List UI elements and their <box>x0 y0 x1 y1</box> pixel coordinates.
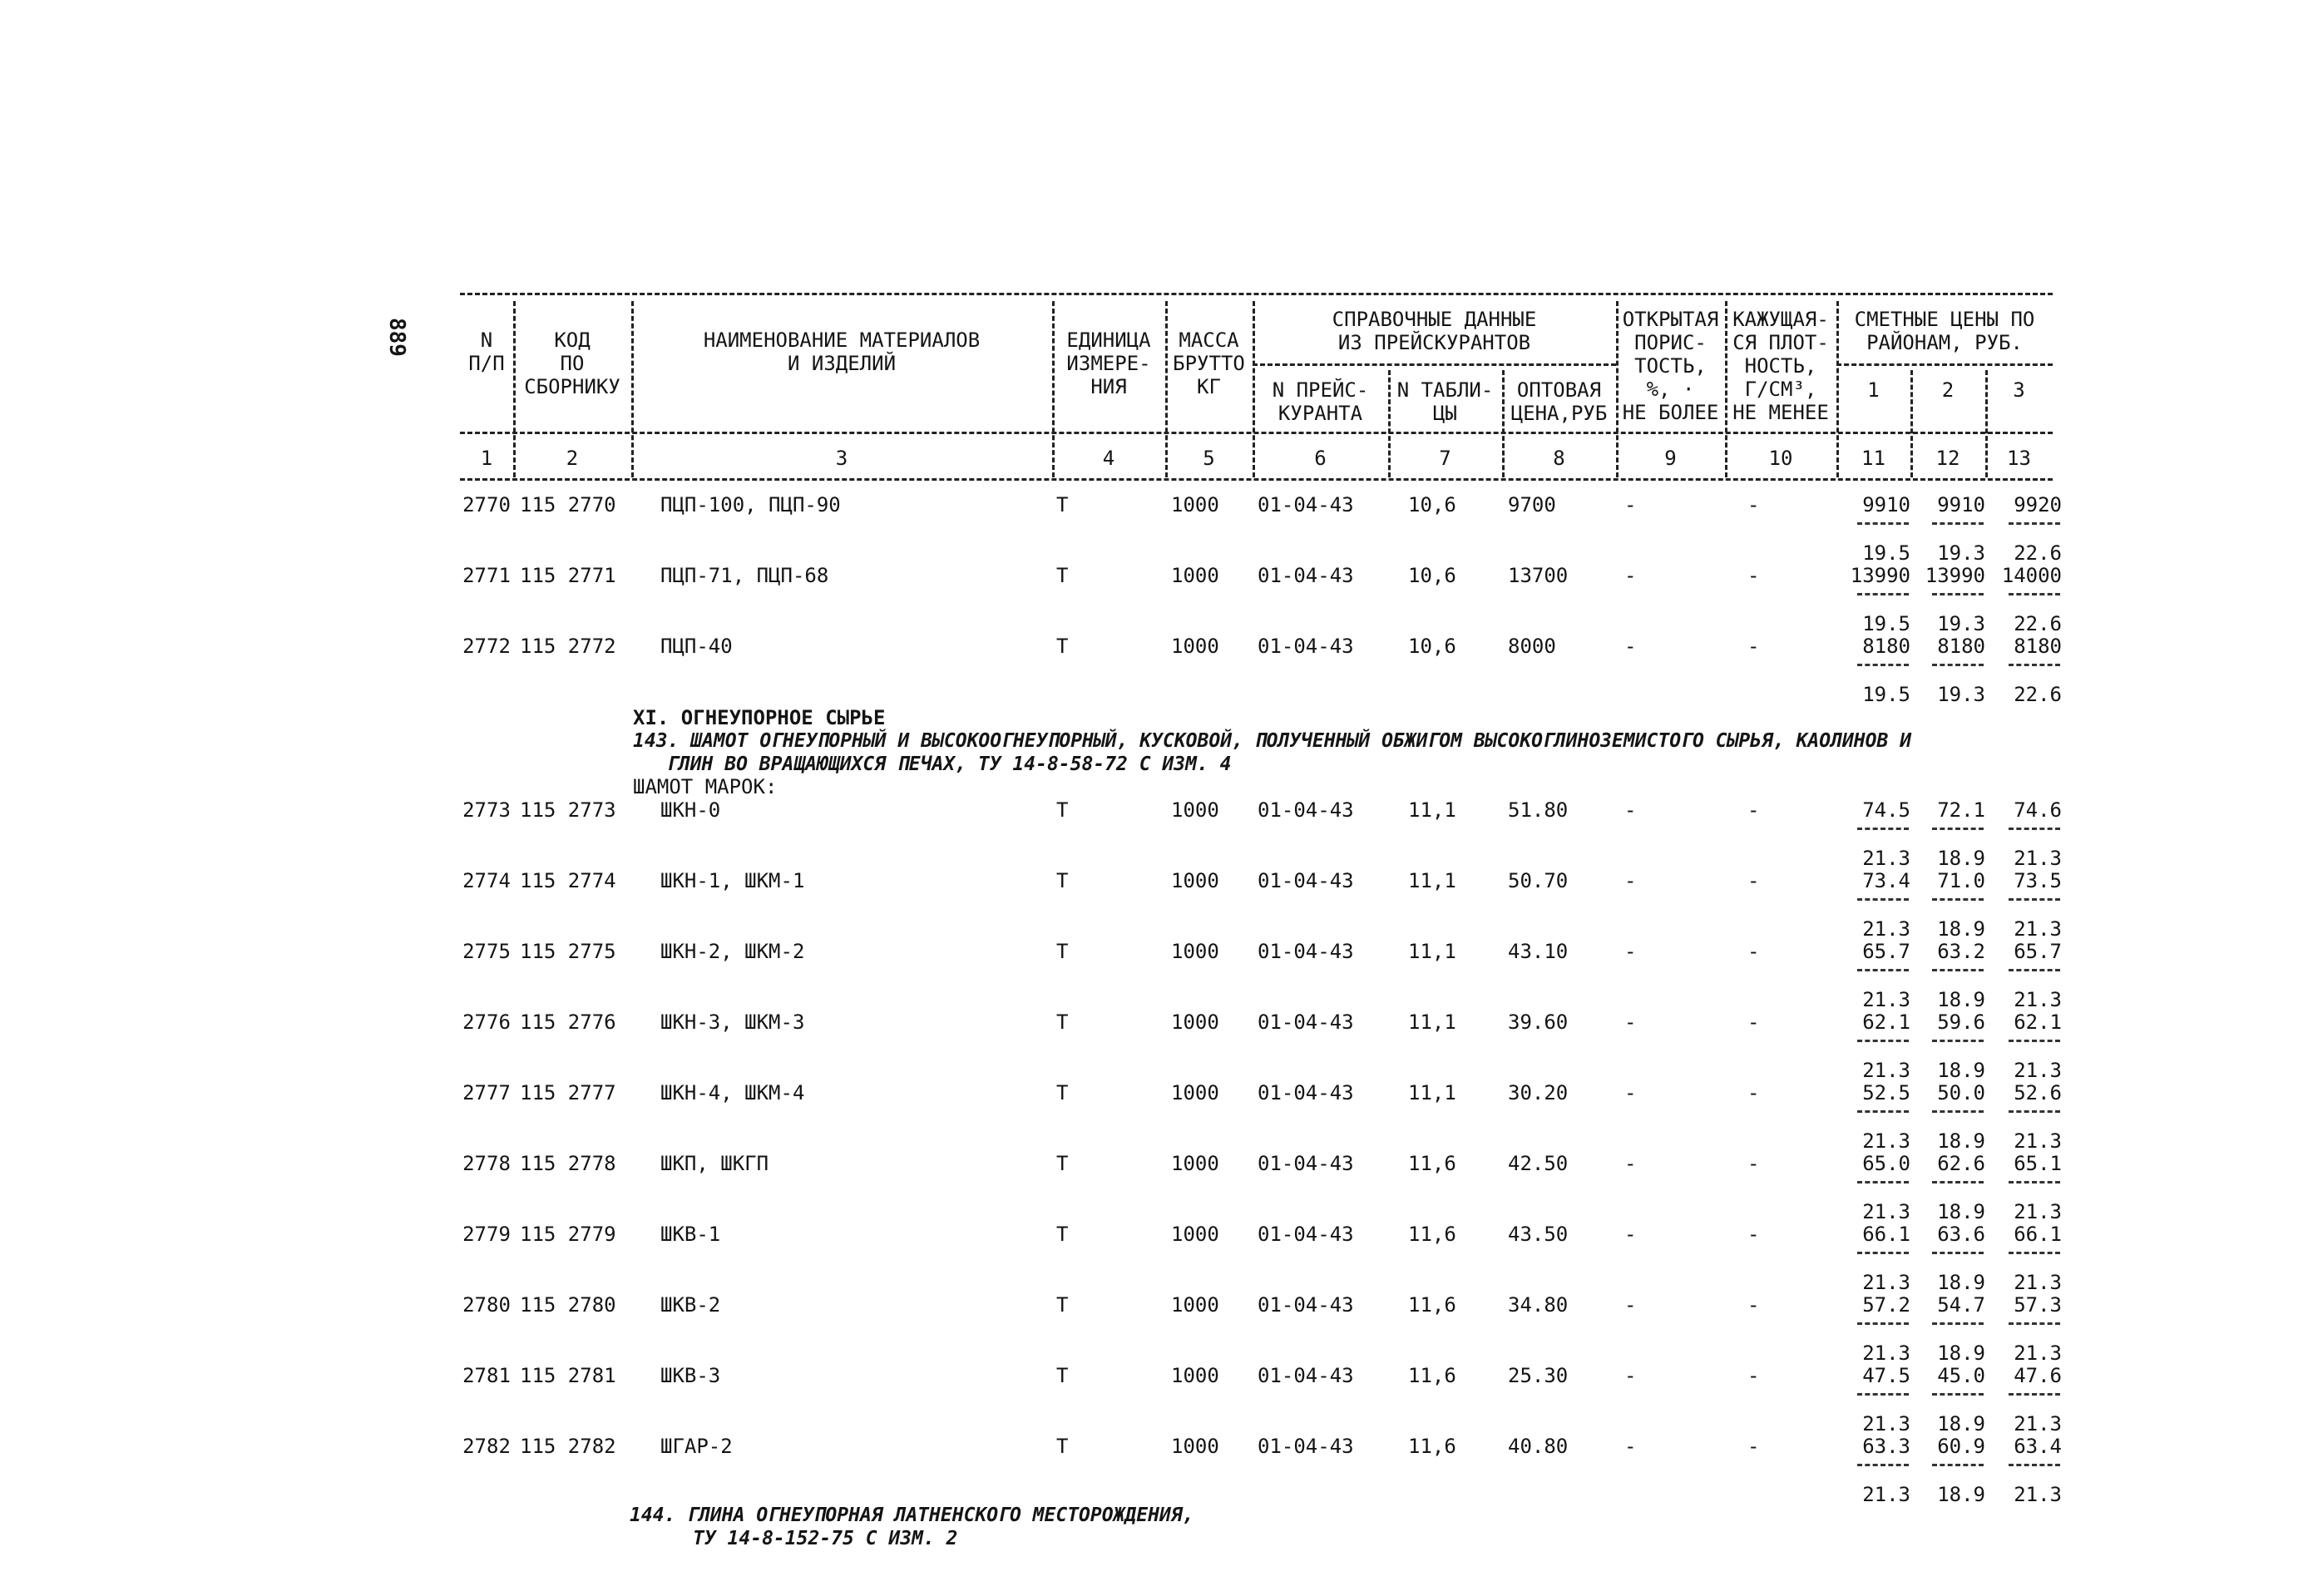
price-underline <box>1857 593 1909 595</box>
cell-mass: 1000 <box>1171 1081 1219 1104</box>
cell-por: - <box>1624 493 1637 516</box>
cell-p1: 8180 <box>1862 635 1910 658</box>
cell-p1: 47.5 <box>1862 1364 1910 1387</box>
cell-p3: 62.1 <box>2014 1010 2062 1034</box>
cell-mass: 1000 <box>1171 1435 1219 1458</box>
cell-mass: 1000 <box>1171 798 1219 822</box>
column-number: 11 <box>1861 447 1885 470</box>
group-144-line1: 144. ГЛИНА ОГНЕУПОРНАЯ ЛАТНЕНСКОГО МЕСТОРОЖДЕНИЯ, <box>630 1505 1194 1526</box>
cell-s1: 21.3 <box>1862 917 1910 941</box>
header-group-ref: СПРАВОЧНЫЕ ДАННЫЕ ИЗ ПРЕЙСКУРАНТОВ <box>1332 308 1537 354</box>
cell-price: 9700 <box>1508 493 1556 516</box>
subgroup-label: ШАМОТ МАРОК: <box>633 775 778 798</box>
cell-n: 2773 <box>462 798 511 822</box>
cell-dens: - <box>1747 869 1760 892</box>
cell-mass: 1000 <box>1171 1010 1219 1034</box>
price-underline <box>1932 1040 1984 1042</box>
column-number: 9 <box>1664 447 1677 470</box>
cell-unit: Т <box>1056 798 1069 822</box>
cell-dens: - <box>1747 1081 1760 1104</box>
cell-s2: 18.9 <box>1937 1059 1985 1082</box>
cell-unit: Т <box>1056 564 1069 587</box>
cell-tab: 11,6 <box>1408 1293 1456 1317</box>
price-underline <box>1857 1393 1909 1396</box>
price-underline <box>2009 1322 2060 1325</box>
cell-mass: 1000 <box>1171 940 1219 963</box>
cell-s2: 19.3 <box>1937 683 1985 706</box>
cell-code: 115 2780 <box>520 1293 616 1317</box>
cell-price: 51.80 <box>1508 798 1569 822</box>
price-underline <box>1857 1110 1909 1113</box>
cell-name: ШКВ-3 <box>660 1364 721 1387</box>
cell-s3: 21.3 <box>2014 988 2062 1011</box>
cell-p2: 72.1 <box>1937 798 1985 822</box>
cell-code: 115 2771 <box>520 564 616 587</box>
cell-tab: 10,6 <box>1408 493 1456 516</box>
cell-code: 115 2776 <box>520 1010 616 1034</box>
price-underline <box>2009 828 2060 830</box>
cell-price: 30.20 <box>1508 1081 1569 1104</box>
header-group-prices: СМЕТНЫЕ ЦЕНЫ ПО РАЙОНАМ, РУБ. <box>1854 308 2035 354</box>
cell-s3: 21.3 <box>2014 1271 2062 1294</box>
cell-mass: 1000 <box>1171 1152 1219 1175</box>
cell-price: 42.50 <box>1508 1152 1569 1175</box>
cell-p2: 50.0 <box>1937 1081 1985 1104</box>
cell-por: - <box>1624 1081 1637 1104</box>
header-group-rule-ref <box>1253 363 1616 366</box>
cell-dens: - <box>1747 940 1760 963</box>
cell-p3: 57.3 <box>2014 1293 2062 1317</box>
cell-s3: 21.3 <box>2014 917 2062 941</box>
cell-pk: 01-04-43 <box>1258 564 1354 587</box>
cell-p1: 57.2 <box>1862 1293 1910 1317</box>
cell-p3: 65.7 <box>2014 940 2062 963</box>
cell-por: - <box>1624 869 1637 892</box>
cell-pk: 01-04-43 <box>1258 869 1354 892</box>
cell-p1: 65.0 <box>1862 1152 1910 1175</box>
cell-s2: 18.9 <box>1937 1342 1985 1365</box>
cell-code: 115 2774 <box>520 869 616 892</box>
header-porosity: ОТКРЫТАЯ ПОРИС- ТОСТЬ, %, · НЕ БОЛЕЕ <box>1622 308 1719 424</box>
cell-p1: 63.3 <box>1862 1435 1910 1458</box>
cell-s2: 18.9 <box>1937 1271 1985 1294</box>
cell-por: - <box>1624 1152 1637 1175</box>
cell-mass: 1000 <box>1171 635 1219 658</box>
cell-tab: 11,6 <box>1408 1435 1456 1458</box>
cell-unit: Т <box>1056 635 1069 658</box>
column-number: 13 <box>2007 447 2031 470</box>
price-underline <box>2009 1040 2060 1042</box>
column-number: 6 <box>1314 447 1327 470</box>
cell-code: 115 2781 <box>520 1364 616 1387</box>
price-underline <box>2009 1110 2060 1113</box>
colnum-bottom-rule <box>460 478 2053 481</box>
cell-n: 2772 <box>462 635 511 658</box>
cell-p3: 47.6 <box>2014 1364 2062 1387</box>
cell-p2: 9910 <box>1937 493 1985 516</box>
cell-por: - <box>1624 798 1637 822</box>
cell-name: ШКН-1, ШКМ-1 <box>660 869 805 892</box>
cell-p1: 62.1 <box>1862 1010 1910 1034</box>
cell-tab: 11,1 <box>1408 798 1456 822</box>
cell-s2: 18.9 <box>1937 847 1985 870</box>
cell-unit: Т <box>1056 940 1069 963</box>
column-number: 1 <box>480 447 493 470</box>
cell-s2: 18.9 <box>1937 1483 1985 1506</box>
cell-n: 2770 <box>462 493 511 516</box>
cell-p3: 66.1 <box>2014 1223 2062 1246</box>
cell-price: 8000 <box>1508 635 1556 658</box>
header-group-rule-prices <box>1836 363 2053 366</box>
cell-code: 115 2778 <box>520 1152 616 1175</box>
cell-por: - <box>1624 1435 1637 1458</box>
group-144-line2: ТУ 14-8-152-75 С ИЗМ. 2 <box>693 1528 958 1549</box>
cell-code: 115 2775 <box>520 940 616 963</box>
cell-mass: 1000 <box>1171 493 1219 516</box>
column-number: 5 <box>1203 447 1215 470</box>
cell-s3: 22.6 <box>2014 541 2062 565</box>
cell-dens: - <box>1747 798 1760 822</box>
price-underline <box>1932 898 1984 901</box>
header-name: НАИМЕНОВАНИЕ МАТЕРИАЛОВ И ИЗДЕЛИЙ <box>703 329 981 375</box>
cell-s3: 22.6 <box>2014 683 2062 706</box>
cell-tab: 11,6 <box>1408 1223 1456 1246</box>
column-number: 4 <box>1102 447 1115 470</box>
cell-n: 2780 <box>462 1293 511 1317</box>
cell-mass: 1000 <box>1171 1364 1219 1387</box>
column-number: 8 <box>1553 447 1565 470</box>
cell-s2: 18.9 <box>1937 917 1985 941</box>
price-underline <box>1932 1110 1984 1113</box>
header-n: N П/П <box>468 329 505 375</box>
price-underline <box>1857 969 1909 971</box>
cell-s3: 21.3 <box>2014 1129 2062 1153</box>
cell-unit: Т <box>1056 1010 1069 1034</box>
cell-s1: 21.3 <box>1862 1412 1910 1435</box>
cell-name: ШГАР-2 <box>660 1435 733 1458</box>
cell-p2: 8180 <box>1937 635 1985 658</box>
cell-s1: 21.3 <box>1862 1200 1910 1223</box>
cell-n: 2771 <box>462 564 511 587</box>
cell-price: 43.50 <box>1508 1223 1569 1246</box>
cell-pk: 01-04-43 <box>1258 1435 1354 1458</box>
price-underline <box>1857 664 1909 666</box>
cell-dens: - <box>1747 1010 1760 1034</box>
cell-s1: 19.5 <box>1862 683 1910 706</box>
cell-por: - <box>1624 1010 1637 1034</box>
header-pricelist: N ПРЕЙС- КУРАНТА <box>1272 378 1369 425</box>
cell-s1: 21.3 <box>1862 1271 1910 1294</box>
header-table: N ТАБЛИ- ЦЫ <box>1396 378 1494 425</box>
price-underline <box>1857 1322 1909 1325</box>
cell-n: 2782 <box>462 1435 511 1458</box>
cell-price: 25.30 <box>1508 1364 1569 1387</box>
cell-price: 43.10 <box>1508 940 1569 963</box>
column-number: 3 <box>835 447 848 470</box>
cell-pk: 01-04-43 <box>1258 1010 1354 1034</box>
cell-s3: 21.3 <box>2014 1059 2062 1082</box>
cell-dens: - <box>1747 1152 1760 1175</box>
price-underline <box>1932 593 1984 595</box>
cell-dens: - <box>1747 1364 1760 1387</box>
group-143-line2: ГЛИН ВО ВРАЩАЮЩИХСЯ ПЕЧАХ, ТУ 14-8-58-72 С ИЗМ. 4 <box>667 754 1232 775</box>
cell-pk: 01-04-43 <box>1258 1223 1354 1246</box>
price-underline <box>2009 522 2060 525</box>
cell-s3: 21.3 <box>2014 1342 2062 1365</box>
cell-p2: 71.0 <box>1937 869 1985 892</box>
price-underline <box>2009 664 2060 666</box>
page-number: 889 <box>384 318 409 357</box>
price-underline <box>2009 1393 2060 1396</box>
cell-por: - <box>1624 564 1637 587</box>
price-underline <box>2009 969 2060 971</box>
price-underline <box>1932 664 1984 666</box>
header-top-rule <box>460 293 2053 295</box>
cell-name: ШКН-4, ШКМ-4 <box>660 1081 805 1104</box>
cell-price: 13700 <box>1508 564 1569 587</box>
cell-por: - <box>1624 1293 1637 1317</box>
cell-unit: Т <box>1056 1435 1069 1458</box>
cell-dens: - <box>1747 564 1760 587</box>
cell-s1: 21.3 <box>1862 1483 1910 1506</box>
price-underline <box>1857 522 1909 525</box>
cell-name: ШКП, ШКГП <box>660 1152 769 1175</box>
cell-s1: 21.3 <box>1862 1129 1910 1153</box>
price-underline <box>2009 1464 2060 1466</box>
cell-p1: 74.5 <box>1862 798 1910 822</box>
cell-s3: 21.3 <box>2014 1200 2062 1223</box>
cell-pk: 01-04-43 <box>1258 1293 1354 1317</box>
cell-s2: 18.9 <box>1937 1129 1985 1153</box>
price-underline <box>2009 1181 2060 1183</box>
cell-tab: 11,1 <box>1408 1081 1456 1104</box>
cell-n: 2778 <box>462 1152 511 1175</box>
header-code: КОД ПО СБОРНИКУ <box>524 329 620 398</box>
price-underline <box>1932 1322 1984 1325</box>
price-underline <box>1857 1252 1909 1254</box>
cell-p3: 65.1 <box>2014 1152 2062 1175</box>
cell-unit: Т <box>1056 1364 1069 1387</box>
price-underline <box>1857 1464 1909 1466</box>
cell-dens: - <box>1747 635 1760 658</box>
cell-s1: 21.3 <box>1862 1342 1910 1365</box>
cell-name: ПЦП-71, ПЦП-68 <box>660 564 829 587</box>
cell-name: ШКН-3, ШКМ-3 <box>660 1010 805 1034</box>
cell-p2: 62.6 <box>1937 1152 1985 1175</box>
cell-unit: Т <box>1056 493 1069 516</box>
cell-tab: 11,1 <box>1408 1010 1456 1034</box>
cell-price: 40.80 <box>1508 1435 1569 1458</box>
price-underline <box>1932 1181 1984 1183</box>
cell-s2: 18.9 <box>1937 1412 1985 1435</box>
header-region-2: 2 <box>1941 378 1955 402</box>
cell-name: ПЦП-40 <box>660 635 733 658</box>
cell-s1: 21.3 <box>1862 1059 1910 1082</box>
cell-p2: 59.6 <box>1937 1010 1985 1034</box>
price-underline <box>2009 1252 2060 1254</box>
cell-name: ШКН-2, ШКМ-2 <box>660 940 805 963</box>
cell-code: 115 2777 <box>520 1081 616 1104</box>
cell-pk: 01-04-43 <box>1258 1081 1354 1104</box>
cell-n: 2774 <box>462 869 511 892</box>
group-143-line1: 143. ШАМОТ ОГНЕУПОРНЫЙ И ВЫСОКООГНЕУПОРНЫЙ, КУСКОВОЙ, ПОЛУЧЕННЫЙ ОБЖИГОМ ВЫСОКОГЛИНОЗЕМИСТОГО СЫРЬЯ, КАОЛИНОВ И <box>633 730 1912 752</box>
cell-code: 115 2782 <box>520 1435 616 1458</box>
cell-pk: 01-04-43 <box>1258 1364 1354 1387</box>
cell-tab: 11,1 <box>1408 869 1456 892</box>
cell-n: 2776 <box>462 1010 511 1034</box>
cell-name: ШКВ-2 <box>660 1293 721 1317</box>
header-wholesale-price: ОПТОВАЯ ЦЕНА,РУБ <box>1510 378 1608 425</box>
cell-por: - <box>1624 940 1637 963</box>
cell-por: - <box>1624 1223 1637 1246</box>
cell-p2: 54.7 <box>1937 1293 1985 1317</box>
column-number: 7 <box>1439 447 1451 470</box>
price-underline <box>1857 828 1909 830</box>
header-density: КАЖУЩАЯ- СЯ ПЛОТ- НОСТЬ, Г/СМ³, НЕ МЕНЕЕ <box>1732 308 1829 424</box>
price-underline <box>1857 898 1909 901</box>
cell-s2: 19.3 <box>1937 541 1985 565</box>
cell-dens: - <box>1747 1223 1760 1246</box>
cell-tab: 10,6 <box>1408 635 1456 658</box>
header-mass: МАССА БРУТТО КГ <box>1173 329 1245 398</box>
price-underline <box>1932 1464 1984 1466</box>
cell-mass: 1000 <box>1171 869 1219 892</box>
cell-p2: 63.2 <box>1937 940 1985 963</box>
price-underline <box>1932 522 1984 525</box>
cell-p1: 73.4 <box>1862 869 1910 892</box>
column-number: 10 <box>1768 447 1793 470</box>
cell-por: - <box>1624 635 1637 658</box>
header-bottom-rule <box>460 432 2053 434</box>
cell-tab: 10,6 <box>1408 564 1456 587</box>
cell-p3: 8180 <box>2014 635 2062 658</box>
cell-name: ПЦП-100, ПЦП-90 <box>660 493 841 516</box>
cell-price: 50.70 <box>1508 869 1569 892</box>
cell-mass: 1000 <box>1171 564 1219 587</box>
column-number: 2 <box>566 447 579 470</box>
cell-n: 2775 <box>462 940 511 963</box>
cell-s3: 21.3 <box>2014 1483 2062 1506</box>
cell-tab: 11,6 <box>1408 1364 1456 1387</box>
price-underline <box>1932 969 1984 971</box>
cell-s2: 19.3 <box>1937 612 1985 635</box>
cell-dens: - <box>1747 1293 1760 1317</box>
cell-unit: Т <box>1056 869 1069 892</box>
cell-s2: 18.9 <box>1937 1200 1985 1223</box>
section-title: XI. ОГНЕУПОРНОЕ СЫРЬЕ <box>633 706 886 729</box>
cell-pk: 01-04-43 <box>1258 940 1354 963</box>
column-number: 12 <box>1935 447 1960 470</box>
price-underline <box>1932 1393 1984 1396</box>
cell-pk: 01-04-43 <box>1258 635 1354 658</box>
cell-code: 115 2772 <box>520 635 616 658</box>
cell-pk: 01-04-43 <box>1258 493 1354 516</box>
cell-unit: Т <box>1056 1152 1069 1175</box>
price-underline <box>2009 593 2060 595</box>
cell-p1: 13990 <box>1850 564 1910 587</box>
cell-s1: 19.5 <box>1862 541 1910 565</box>
cell-p1: 52.5 <box>1862 1081 1910 1104</box>
cell-code: 115 2773 <box>520 798 616 822</box>
cell-por: - <box>1624 1364 1637 1387</box>
cell-unit: Т <box>1056 1293 1069 1317</box>
cell-p3: 73.5 <box>2014 869 2062 892</box>
cell-name: ШКВ-1 <box>660 1223 721 1246</box>
cell-p1: 65.7 <box>1862 940 1910 963</box>
cell-s1: 19.5 <box>1862 612 1910 635</box>
cell-code: 115 2770 <box>520 493 616 516</box>
cell-p1: 66.1 <box>1862 1223 1910 1246</box>
cell-price: 34.80 <box>1508 1293 1569 1317</box>
cell-s1: 21.3 <box>1862 988 1910 1011</box>
cell-price: 39.60 <box>1508 1010 1569 1034</box>
cell-name: ШКН-0 <box>660 798 721 822</box>
cell-unit: Т <box>1056 1081 1069 1104</box>
cell-n: 2779 <box>462 1223 511 1246</box>
cell-p2: 45.0 <box>1937 1364 1985 1387</box>
cell-p2: 13990 <box>1925 564 1985 587</box>
cell-p2: 60.9 <box>1937 1435 1985 1458</box>
cell-s3: 21.3 <box>2014 1412 2062 1435</box>
cell-p3: 74.6 <box>2014 798 2062 822</box>
cell-s1: 21.3 <box>1862 847 1910 870</box>
cell-p2: 63.6 <box>1937 1223 1985 1246</box>
cell-p3: 14000 <box>2001 564 2062 587</box>
cell-n: 2781 <box>462 1364 511 1387</box>
cell-dens: - <box>1747 1435 1760 1458</box>
cell-p3: 63.4 <box>2014 1435 2062 1458</box>
cell-p1: 9910 <box>1862 493 1910 516</box>
cell-dens: - <box>1747 493 1760 516</box>
cell-tab: 11,6 <box>1408 1152 1456 1175</box>
cell-mass: 1000 <box>1171 1223 1219 1246</box>
cell-p3: 52.6 <box>2014 1081 2062 1104</box>
cell-s3: 22.6 <box>2014 612 2062 635</box>
cell-s3: 21.3 <box>2014 847 2062 870</box>
cell-unit: Т <box>1056 1223 1069 1246</box>
cell-mass: 1000 <box>1171 1293 1219 1317</box>
cell-pk: 01-04-43 <box>1258 1152 1354 1175</box>
price-underline <box>1932 1252 1984 1254</box>
cell-p3: 9920 <box>2014 493 2062 516</box>
header-unit: ЕДИНИЦА ИЗМЕРЕ- НИЯ <box>1066 329 1151 398</box>
header-region-3: 3 <box>2013 378 2025 402</box>
cell-n: 2777 <box>462 1081 511 1104</box>
header-region-1: 1 <box>1867 378 1880 402</box>
price-underline <box>1857 1181 1909 1183</box>
price-underline <box>1857 1040 1909 1042</box>
cell-pk: 01-04-43 <box>1258 798 1354 822</box>
price-underline <box>2009 898 2060 901</box>
cell-s2: 18.9 <box>1937 988 1985 1011</box>
cell-code: 115 2779 <box>520 1223 616 1246</box>
cell-tab: 11,1 <box>1408 940 1456 963</box>
price-underline <box>1932 828 1984 830</box>
